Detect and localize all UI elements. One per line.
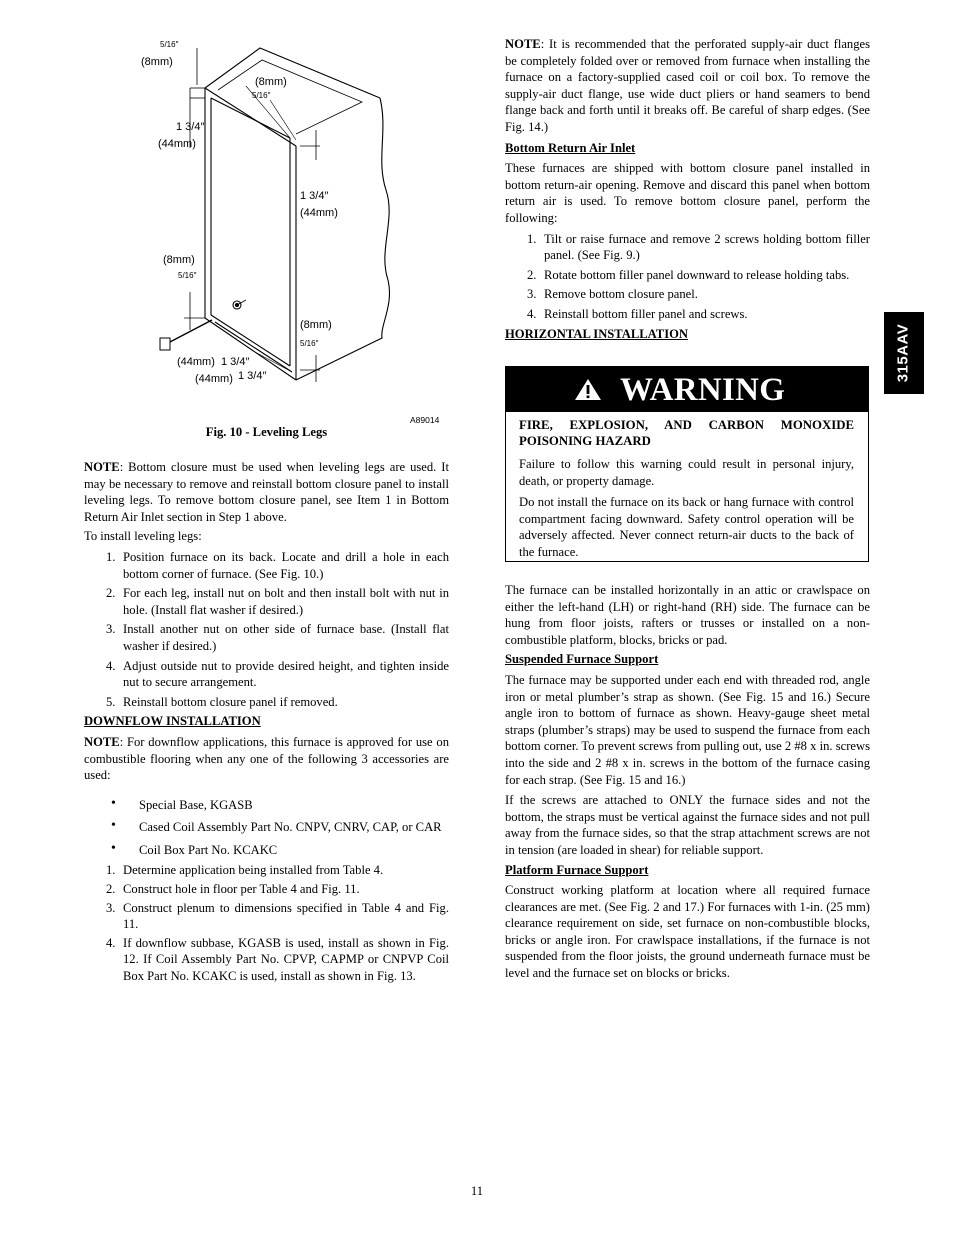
downflow-steps	[84, 862, 449, 984]
list-item: 2. Construct hole in floor per Table 4 and Fig. 11.	[106, 882, 360, 897]
list-item: • Cased Coil Assembly Part No. CNPV, CNRV, CAP, or CAR	[111, 818, 442, 835]
left-column	[84, 459, 449, 985]
dim-8mm-top: (8mm)	[141, 56, 173, 68]
page-number: 11	[470, 1184, 484, 1198]
list-item: 4. Reinstall bottom filler panel and screws.	[527, 306, 748, 321]
horizontal-text: The furnace can be installed horizontally in an attic or crawlspace on either the left-hand (LH) or right-hand (RH) side. The furnace can be hung from floor joists, rafters or trusses or installed on a non-combustible platform, blocks, bricks or pad.	[505, 583, 870, 647]
leveling-steps	[84, 549, 449, 710]
warning-title: WARNING	[620, 372, 786, 408]
warning-header	[506, 367, 868, 412]
bottom-return-steps	[505, 231, 870, 323]
dim-44mm-bottom-1: (44mm)	[177, 356, 215, 368]
downflow-heading: DOWNFLOW INSTALLATION	[84, 714, 261, 729]
downflow-note: NOTE: For downflow applications, this furnace is approved for use on combustible flooring when any one of the following 3 accessories are used:	[84, 734, 449, 783]
suspended-text-2: If the screws are attached to ONLY the furnace sides and not the bottom, the straps must be vertical against the furnace sides and not pull away from the furnace sides, so that the strap attachment screws are not in tension (are loaded in shear) for reliable support.	[505, 793, 870, 857]
list-item: 2. For each leg, install nut on bolt and then install bolt with nut in hole. (Install flat washer if desired.)	[106, 586, 449, 617]
warning-text-1: Failure to follow this warning could result in personal injury, death, or property damage.	[519, 457, 854, 488]
bottom-return-heading: Bottom Return Air Inlet	[505, 140, 636, 155]
list-item: 3. Install another nut on other side of furnace base. (Install flat washer if desired.)	[106, 622, 449, 653]
dim-5-16-top: 5/16″	[160, 40, 179, 49]
dim-1-3-4-left: 1 3/4″	[176, 121, 205, 133]
accessory-list	[84, 797, 449, 859]
model-side-tab: 315AAV	[884, 312, 924, 394]
list-item: • Coil Box Part No. KCAKC	[111, 840, 278, 857]
warning-triangle-icon	[574, 377, 602, 401]
dim-44mm-bottom-2: (44mm)	[195, 373, 233, 385]
warning-text-2: Do not install the furnace on its back or hang furnace with control compartment facing downward. Safety control operation will be adversely affected. Never connect return-air ducts to the back of the furnace.	[519, 495, 854, 559]
list-item: 4. Adjust outside nut to provide desired height, and tighten inside nut to secure arrangement.	[106, 658, 449, 690]
right-column-top	[505, 36, 870, 342]
bottom-return-text: These furnaces are shipped with bottom closure panel installed in bottom return-air opening. Remove and discard this panel when bottom return air is used. To remove bottom closure panel, perform the following:	[505, 161, 870, 225]
dim-5-16-lower-left: 5/16″	[178, 271, 197, 280]
dim-5-16-front: 5/16″	[252, 91, 271, 100]
dim-5-16-lower-right: 5/16″	[300, 339, 319, 348]
flange-note: NOTE: It is recommended that the perforated supply-air duct flanges be completely folded over or removed from furnace when installing the furnace on a factory-supplied cased coil or coil box. To remove the supply-air duct flange, use wide duct pliers or hand seamers to bend flange back and forth until it breaks off. Be careful of sharp edges. (See Fig. 14.)	[505, 37, 870, 134]
dim-1-3-4-bottom-1: 1 3/4″	[221, 356, 250, 368]
dim-1-3-4-right: 1 3/4″	[300, 190, 329, 202]
list-item: 3. Remove bottom closure panel.	[527, 287, 698, 302]
platform-text: Construct working platform at location where all required furnace clearances are met. (See Fig. 2 and 17.) For furnaces with 1-in. (25 mm) clearance requirement on side, set furnace on non-combustible blocks, bricks or angle iron. For crawlspace installations, if the furnace is not suspended from the floor joists, the ground underneath furnace must be level and the furnace set on blocks or bricks.	[505, 883, 870, 981]
suspended-text-1: The furnace may be supported under each end with threaded rod, angle iron or metal plumber’s strap as shown. (See Fig. 15 and 16.) Secure angle iron to bottom of furnace as shown. Heavy-gauge sheet metal straps (plumber’s straps) may be used to suspend the furnace from each bottom corner. To prevent screws from pulling out, use 2 #8 x in. screws into the side and 2 #8 x in. screws in the bottom of the furnace casing for each strap. (See Fig. 15 and 16.)	[505, 672, 870, 787]
list-item: 5. Reinstall bottom closure panel if removed.	[106, 694, 338, 709]
warning-box	[505, 366, 869, 562]
list-item: 1. Position furnace on its back. Locate and drill a hole in each bottom corner of furnace. (See Fig. 10.)	[106, 549, 449, 581]
list-item: 2. Rotate bottom filler panel downward to release holding tabs.	[527, 267, 850, 282]
platform-heading: Platform Furnace Support	[505, 862, 649, 877]
dim-1-3-4-bottom-2: 1 3/4″	[238, 370, 267, 382]
dim-8mm-lower-right: (8mm)	[300, 319, 332, 331]
list-item: 4. If downflow subbase, KGASB is used, install as shown in Fig. 12. If Coil Assembly Part No. CPVP, CAPMP or CNPVP Coil Box Part No. KCAKC is used, install as shown in Fig. 13.	[106, 935, 449, 984]
horizontal-heading: HORIZONTAL INSTALLATION	[505, 326, 689, 341]
list-item: 1. Determine application being installed from Table 4.	[106, 863, 384, 878]
list-item: 3. Construct plenum to dimensions specified in Table 4 and Fig. 11.	[106, 900, 449, 932]
right-column-bottom	[505, 582, 870, 982]
dim-8mm-front: (8mm)	[255, 76, 287, 88]
figure-caption: Fig. 10 - Leveling Legs	[205, 425, 328, 439]
suspended-heading: Suspended Furnace Support	[505, 652, 659, 667]
dim-44mm-right: (44mm)	[300, 207, 338, 219]
dim-44mm-left: (44mm)	[158, 138, 196, 150]
list-item: • Special Base, KGASB	[111, 795, 253, 812]
dim-8mm-lower-left: (8mm)	[163, 254, 195, 266]
warning-hazard: FIRE, EXPLOSION, AND CARBON MONOXIDE POISONING HAZARD	[519, 418, 854, 448]
leveling-legs-figure	[84, 30, 454, 415]
list-item: 1. Tilt or raise furnace and remove 2 screws holding bottom filler panel. (See Fig. 9.)	[527, 231, 870, 263]
leveling-note: NOTE: Bottom closure must be used when leveling legs are used. It may be necessary to remove and reinstall bottom closure panel to install leveling legs. To remove bottom closure panel, see Item 1 in Bottom Return Air Inlet section in Step 1 above.	[84, 460, 449, 524]
leveling-intro: To install leveling legs:	[84, 529, 202, 544]
figure-id: A89014	[410, 415, 440, 425]
